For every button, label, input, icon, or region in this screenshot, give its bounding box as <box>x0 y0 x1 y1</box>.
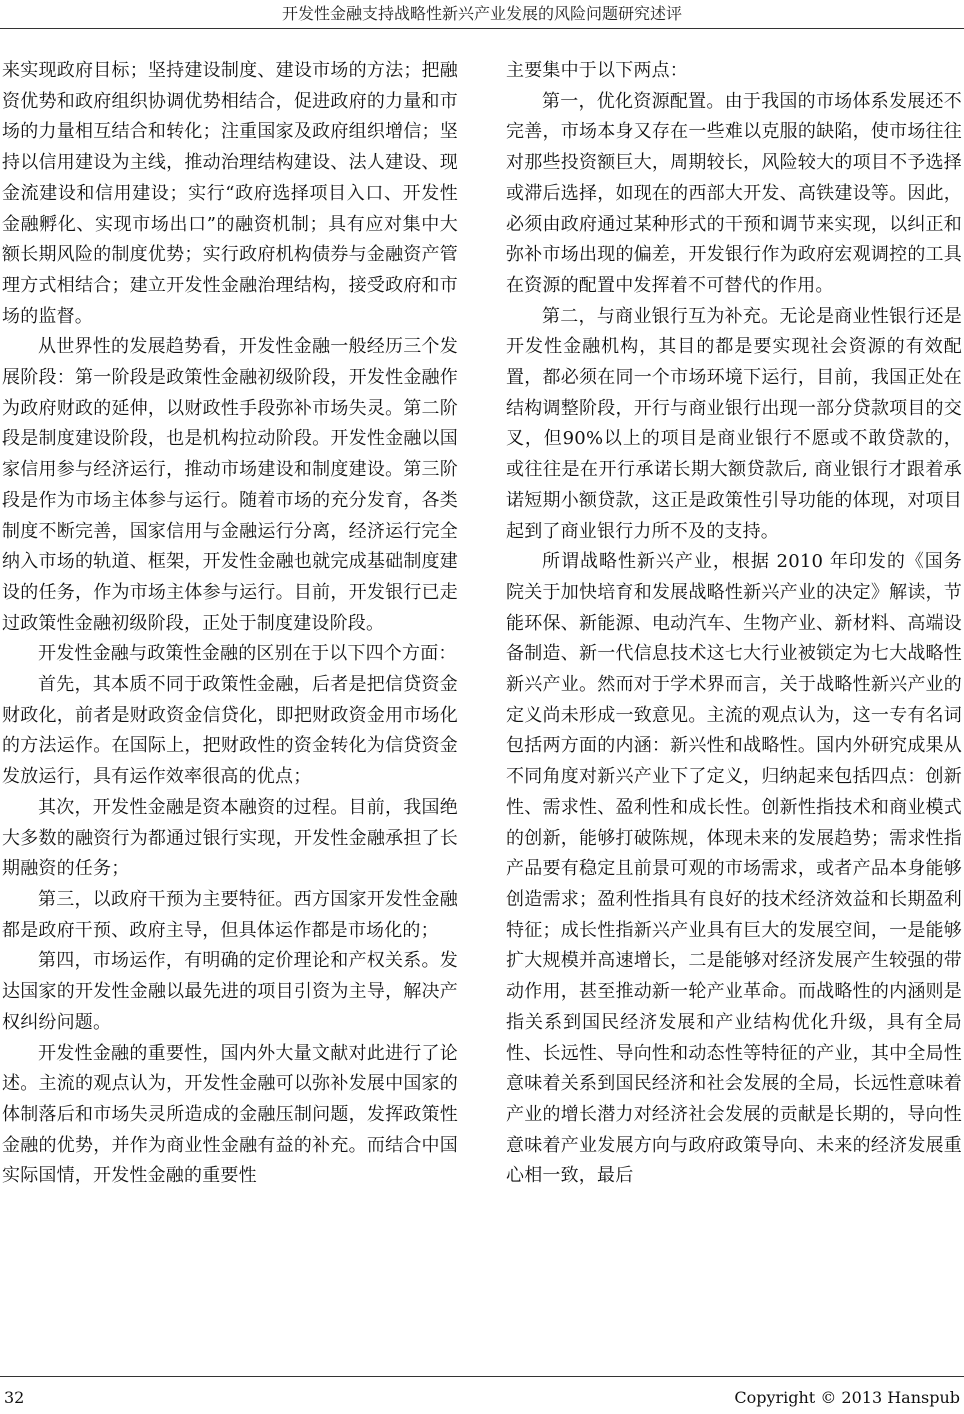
paragraph: 开发性金融的重要性，国内外大量文献对此进行了论述。主流的观点认为，开发性金融可以弥补发展中国家的体制落后和市场失灵所造成的金融压制问题，发挥政策性金融的优势，并作为商业性金融有益的补充。而结合中国实际国情，开发性金融的重要性 <box>2 1042 458 1187</box>
header-rule <box>0 28 964 29</box>
left-column <box>2 56 458 1356</box>
paragraph: 第三，以政府干预为主要特征。西方国家开发性金融都是政府干预、政府主导，但具体运作都是市场化的； <box>2 888 458 941</box>
paragraph: 第二，与商业银行互为补充。无论是商业性银行还是开发性金融机构，其目的都是要实现社会资源的有效配置，都必须在同一个市场环境下运行，目前，我国正处在结构调整阶段，开行与商业银行出现一部分贷款项目的交叉，但90%以上的项目是商业银行不愿或不敢贷款的，或往往是在开行承诺长期大额贷款后, 商业银行才跟着承诺短期小额贷款，这正是政策性引导功能的体现，对项目起到了商业银行力所不及的支持。 <box>506 305 962 542</box>
page-number: 32 <box>4 1388 25 1407</box>
paragraph: 从世界性的发展趋势看，开发性金融一般经历三个发展阶段：第一阶段是政策性金融初级阶段，开发性金融作为政府财政的延伸，以财政性手段弥补市场失灵。第二阶段是制度建设阶段，也是机构拉动阶段。开发性金融以国家信用参与经济运行，推动市场建设和制度建设。第三阶段是作为市场主体参与运行。随着市场的充分发育，各类制度不断完善，国家信用与金融运行分离，经济运行完全纳入市场的轨道、框架，开发性金融也就完成基础制度建设的任务，作为市场主体参与运行。目前，开发银行已走过政策性金融初级阶段，正处于制度建设阶段。 <box>2 336 458 634</box>
paragraph: 所谓战略性新兴产业，根据 2010 年印发的《国务院关于加快培育和发展战略性新兴产业的决定》解读，节能环保、新能源、电动汽车、生物产业、新材料、高端设备制造、新一代信息技术这七大行业被锁定为七大战略性新兴产业。然而对于学术界而言，关于战略性新兴产业的定义尚未形成一致意见。主流的观点认为，这一专有名词包括两方面的内涵：新兴性和战略性。国内外研究成果从不同角度对新兴产业下了定义，归纳起来包括四点：创新性、需求性、盈利性和成长性。创新性指技术和商业模式的创新，能够打破陈规，体现未来的发展趋势；需求性指产品要有稳定且前景可观的市场需求，或者产品本身能够创造需求；盈利性指具有良好的技术经济效益和长期盈利特征；成长性指新兴产业具有巨大的发展空间，一是能够扩大规模并高速增长，二是能够对经济发展产生较强的带动作用，甚至推动新一轮产业革命。而战略性的内涵则是指关系到国民经济发展和产业结构优化升级，具有全局性、长远性、导向性和动态性等特征的产业，其中全局性意味着关系到国民经济和社会发展的全局，长远性意味着产业的增长潜力对经济社会发展的贡献是长期的，导向性意味着产业发展方向与政府政策导向、未来的经济发展重心相一致，最后 <box>506 551 962 1187</box>
paragraph: 首先，其本质不同于政策性金融，后者是把信贷资金财政化，前者是财政资金信贷化，即把财政资金用市场化的方法运作。在国际上，把财政性的资金转化为信贷资金发放运行，具有运作效率很高的优点； <box>2 674 458 788</box>
footer-rule <box>0 1376 964 1377</box>
right-column <box>506 56 962 1356</box>
paragraph: 主要集中于以下两点： <box>506 60 688 81</box>
paragraph: 来实现政府目标；坚持建设制度、建设市场的方法；把融资优势和政府组织协调优势相结合，促进政府的力量和市场的力量相互结合和转化；注重国家及政府组织增信；坚持以信用建设为主线，推动治理结构建设、法人建设、现金流建设和信用建设；实行“政府选择项目入口、开发性金融孵化、实现市场出口”的融资机制；具有应对集中大额长期风险的制度优势；实行政府机构债券与金融资产管理方式相结合；建立开发性金融治理结构，接受政府和市场的监督。 <box>2 60 458 327</box>
paragraph: 第四，市场运作，有明确的定价理论和产权关系。发达国家的开发性金融以最先进的项目引资为主导，解决产权纠纷问题。 <box>2 950 458 1033</box>
paragraph: 第一，优化资源配置。由于我国的市场体系发展还不完善，市场本身又存在一些难以克服的缺陷，使市场往往对那些投资额巨大，周期较长，风险较大的项目不予选择或滞后选择，如现在的西部大开发、高铁建设等。因此，必须由政府通过某种形式的干预和调节来实现，以纠正和弥补市场出现的偏差，开发银行作为政府宏观调控的工具在资源的配置中发挥着不可替代的作用。 <box>506 90 962 296</box>
copyright-notice: Copyright © 2013 Hanspub <box>734 1388 960 1407</box>
paragraph: 开发性金融与政策性金融的区别在于以下四个方面： <box>38 643 457 665</box>
running-head: 开发性金融支持战略性新兴产业发展的风险问题研究述评 <box>281 4 682 23</box>
paragraph: 其次，开发性金融是资本融资的过程。目前，我国绝大多数的融资行为都通过银行实现，开发性金融承担了长期融资的任务； <box>2 796 458 880</box>
